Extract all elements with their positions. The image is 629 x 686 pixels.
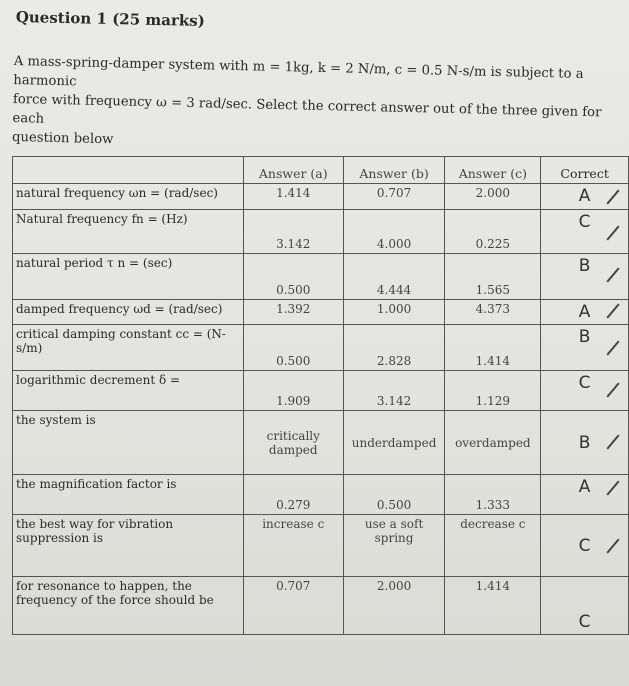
row-answer-b: 4.444 (343, 254, 445, 300)
row-question: natural period τ n = (sec) (13, 254, 244, 300)
row-answer-a: 0.500 (243, 325, 343, 371)
row-answer-a: critically damped (243, 411, 343, 475)
row-correct (541, 184, 629, 210)
table-row (13, 184, 629, 210)
question-title: Question 1 (25 marks) (15, 8, 205, 30)
row-question: Natural frequency fn = (Hz) (13, 210, 244, 254)
checkmark-icon (606, 538, 619, 553)
table-row (13, 475, 629, 515)
header-answer-a: Answer (a) (243, 157, 343, 184)
header-question (13, 157, 244, 184)
handwritten-answer: A (578, 186, 591, 206)
row-answer-b: 3.142 (343, 371, 445, 411)
row-answer-b: 0.500 (343, 475, 445, 515)
row-correct (541, 210, 629, 254)
checkmark-icon (606, 480, 619, 495)
checkmark-icon (606, 225, 619, 240)
handwritten-answer: B (578, 256, 591, 276)
row-answer-c: 1.333 (445, 475, 541, 515)
row-answer-b: underdamped (343, 411, 445, 475)
row-answer-c: 1.129 (445, 371, 541, 411)
row-answer-b: 2.828 (343, 325, 445, 371)
row-correct (541, 325, 629, 371)
row-answer-a: 0.707 (243, 577, 343, 635)
row-answer-a: 1.392 (243, 300, 343, 325)
row-correct (541, 254, 629, 300)
intro-line-3: question below (11, 129, 114, 148)
table-row (13, 210, 629, 254)
row-answer-c: overdamped (445, 411, 541, 475)
row-answer-a: 0.500 (243, 254, 343, 300)
row-question: natural frequency ωn = (rad/sec) (13, 184, 244, 210)
intro-line-1: A mass-spring-damper system with m = 1kg, k = 2 N/m, c = 0.5 N-s/m is subject to a harmonic (13, 53, 584, 90)
row-answer-c: decrease c (445, 515, 541, 577)
row-answer-a: 1.909 (243, 371, 343, 411)
checkmark-icon (606, 303, 619, 318)
row-answer-b: 0.707 (343, 184, 445, 210)
checkmark-icon (606, 340, 619, 355)
row-answer-b: use a soft spring (343, 515, 445, 577)
row-answer-b: 2.000 (343, 577, 445, 635)
table-header-row (13, 157, 629, 184)
checkmark-icon (606, 382, 619, 397)
row-question: the magnification factor is (13, 475, 244, 515)
row-answer-c: 2.000 (445, 184, 541, 210)
header-answer-b: Answer (b) (343, 157, 445, 184)
handwritten-answer: A (578, 477, 591, 497)
table-row (13, 300, 629, 325)
row-correct (541, 515, 629, 577)
row-answer-c: 1.414 (445, 577, 541, 635)
header-answer-c: Answer (c) (445, 157, 541, 184)
row-answer-c: 1.414 (445, 325, 541, 371)
checkmark-icon (606, 189, 619, 204)
row-answer-a: 0.279 (243, 475, 343, 515)
row-answer-c: 1.565 (445, 254, 541, 300)
row-question: the best way for vibration suppression is (13, 515, 244, 577)
row-question: logarithmic decrement δ = (13, 371, 244, 411)
checkmark-icon (606, 267, 619, 282)
row-correct (541, 371, 629, 411)
row-answer-a: increase c (243, 515, 343, 577)
table-row (13, 515, 629, 577)
handwritten-answer: C (578, 212, 591, 232)
row-correct (541, 411, 629, 475)
handwritten-answer: B (578, 432, 591, 453)
row-answer-b: 4.000 (343, 210, 445, 254)
table-row (13, 371, 629, 411)
row-answer-a: 3.142 (243, 210, 343, 254)
row-question: damped frequency ωd = (rad/sec) (13, 300, 244, 325)
table-row (13, 325, 629, 371)
handwritten-answer: C (578, 373, 591, 393)
handwritten-answer: C (578, 535, 591, 556)
row-answer-c: 4.373 (445, 300, 541, 325)
row-question: for resonance to happen, the frequency of the force should be (13, 577, 244, 635)
row-question: critical damping constant cc = (N-s/m) (13, 325, 244, 371)
question-intro (12, 52, 614, 161)
row-answer-b: 1.000 (343, 300, 445, 325)
answer-table (12, 156, 629, 635)
intro-line-2: force with frequency ω = 3 rad/sec. Select the correct answer out of the three given for each (12, 91, 602, 127)
handwritten-answer: A (578, 302, 591, 322)
row-answer-c: 0.225 (445, 210, 541, 254)
handwritten-answer: C (578, 612, 591, 632)
row-question: the system is (13, 411, 244, 475)
row-correct (541, 475, 629, 515)
header-correct: Correct (541, 157, 629, 184)
table-row (13, 254, 629, 300)
row-correct (541, 577, 629, 635)
table-row (13, 411, 629, 475)
row-correct (541, 300, 629, 325)
handwritten-answer: B (578, 327, 591, 347)
row-answer-a: 1.414 (243, 184, 343, 210)
checkmark-icon (606, 434, 619, 449)
table-row (13, 577, 629, 635)
